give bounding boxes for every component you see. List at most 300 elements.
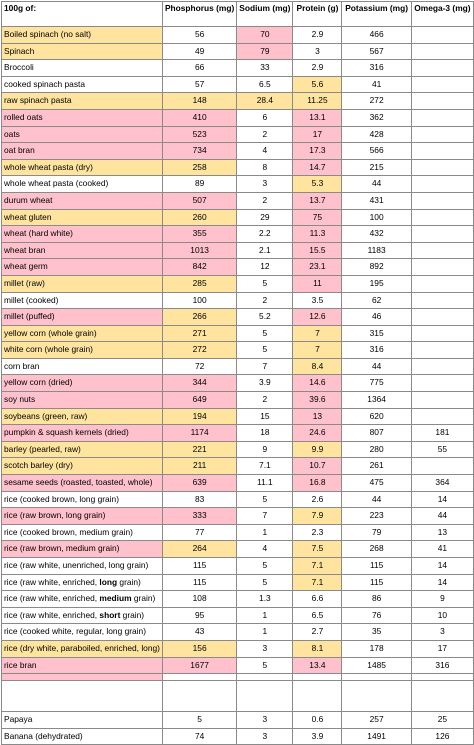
sodium-cell[interactable]: 4: [237, 143, 293, 160]
omega3-cell[interactable]: [411, 358, 473, 375]
sodium-cell[interactable]: 2.1: [237, 242, 293, 259]
food-name-cell[interactable]: rice (raw white, enriched, short grain): [2, 607, 163, 624]
sodium-cell[interactable]: 5: [237, 275, 293, 292]
sodium-cell[interactable]: 2: [237, 192, 293, 209]
food-name-cell[interactable]: yellow corn (dried): [2, 375, 163, 392]
protein-cell[interactable]: 3: [293, 43, 342, 60]
food-name-cell[interactable]: rice (cooked brown, medium grain): [2, 524, 163, 541]
phosphorus-cell[interactable]: 95: [162, 607, 236, 624]
protein-cell[interactable]: 2.7: [293, 624, 342, 641]
phosphorus-cell[interactable]: 148: [162, 93, 236, 110]
food-name-cell[interactable]: rice (cooked white, regular, long grain): [2, 624, 163, 641]
protein-cell[interactable]: 2.3: [293, 524, 342, 541]
table-row: [2, 624, 474, 641]
table-row: [2, 375, 474, 392]
protein-cell[interactable]: 7.5: [293, 541, 342, 558]
phosphorus-cell[interactable]: 100: [162, 292, 236, 309]
omega3-cell[interactable]: [411, 242, 473, 259]
protein-cell[interactable]: 8.1: [293, 640, 342, 657]
food-name-cell[interactable]: oat bran: [2, 143, 163, 160]
food-name-cell[interactable]: rice bran: [2, 657, 163, 674]
omega3-cell[interactable]: 10: [411, 607, 473, 624]
sodium-cell[interactable]: 9: [237, 441, 293, 458]
phosphorus-cell[interactable]: 355: [162, 226, 236, 243]
sodium-cell[interactable]: 3: [237, 728, 293, 745]
omega3-cell[interactable]: 364: [411, 475, 473, 492]
protein-cell[interactable]: 13.1: [293, 109, 342, 126]
sodium-cell[interactable]: 70: [237, 27, 293, 44]
header-food: 100g of:: [2, 2, 163, 27]
table-row: [2, 591, 474, 608]
phosphorus-cell[interactable]: 285: [162, 275, 236, 292]
food-name-cell[interactable]: rice (cooked brown, long grain): [2, 491, 163, 508]
table-row: [2, 508, 474, 525]
potassium-cell[interactable]: 362: [342, 109, 411, 126]
nutrition-spreadsheet: [1, 1, 474, 745]
table-row: [2, 558, 474, 575]
sodium-cell[interactable]: 6: [237, 109, 293, 126]
phosphorus-cell[interactable]: 74: [162, 728, 236, 745]
potassium-cell[interactable]: 566: [342, 143, 411, 160]
food-name-cell[interactable]: pumpkin & squash kernels (dried): [2, 425, 163, 442]
food-name-cell[interactable]: rice (raw white, enriched, long grain): [2, 574, 163, 591]
food-name-cell[interactable]: rolled oats: [2, 109, 163, 126]
blank-cell[interactable]: [293, 681, 342, 712]
sodium-cell[interactable]: 3: [237, 640, 293, 657]
potassium-cell[interactable]: 431: [342, 192, 411, 209]
potassium-cell[interactable]: 316: [342, 342, 411, 359]
phosphorus-cell[interactable]: 649: [162, 392, 236, 409]
potassium-cell[interactable]: 272: [342, 93, 411, 110]
omega3-cell[interactable]: [411, 27, 473, 44]
table-row: [2, 441, 474, 458]
omega3-cell[interactable]: [411, 159, 473, 176]
food-name-cell[interactable]: wheat (hard white): [2, 226, 163, 243]
protein-cell[interactable]: 7.9: [293, 508, 342, 525]
blank-cell[interactable]: [293, 674, 342, 681]
table-row: [2, 640, 474, 657]
food-name-cell[interactable]: Boiled spinach (no salt): [2, 27, 163, 44]
food-name-cell[interactable]: rice (raw brown, medium grain): [2, 541, 163, 558]
potassium-cell[interactable]: 280: [342, 441, 411, 458]
potassium-cell[interactable]: 432: [342, 226, 411, 243]
phosphorus-cell[interactable]: 842: [162, 259, 236, 276]
blank-row: [2, 681, 474, 712]
table-row: [2, 325, 474, 342]
table-row: [2, 126, 474, 143]
potassium-cell[interactable]: 428: [342, 126, 411, 143]
potassium-cell[interactable]: 115: [342, 558, 411, 575]
phosphorus-cell[interactable]: 410: [162, 109, 236, 126]
food-name-cell[interactable]: yellow corn (whole grain): [2, 325, 163, 342]
phosphorus-cell[interactable]: 156: [162, 640, 236, 657]
protein-cell[interactable]: 11.3: [293, 226, 342, 243]
sodium-cell[interactable]: 3: [237, 712, 293, 729]
omega3-cell[interactable]: [411, 93, 473, 110]
potassium-cell[interactable]: 466: [342, 27, 411, 44]
food-name-cell[interactable]: rice (dry white, paraboiled, enriched, long): [2, 640, 163, 657]
sodium-cell[interactable]: 7: [237, 508, 293, 525]
protein-cell[interactable]: 11: [293, 275, 342, 292]
omega3-cell[interactable]: 55: [411, 441, 473, 458]
table-row: [2, 475, 474, 492]
phosphorus-cell[interactable]: 5: [162, 712, 236, 729]
omega3-cell[interactable]: [411, 192, 473, 209]
table-row: [2, 159, 474, 176]
omega3-cell[interactable]: 3: [411, 624, 473, 641]
header-protein: Protein (g): [293, 2, 342, 27]
blank-cell[interactable]: [342, 681, 411, 712]
potassium-cell[interactable]: 1364: [342, 392, 411, 409]
sodium-cell[interactable]: 7.1: [237, 458, 293, 475]
protein-cell[interactable]: 2.9: [293, 60, 342, 77]
table-row: [2, 524, 474, 541]
phosphorus-cell[interactable]: 639: [162, 475, 236, 492]
food-name-cell[interactable]: barley (pearled, raw): [2, 441, 163, 458]
table-row: [2, 259, 474, 276]
sodium-cell[interactable]: 2: [237, 126, 293, 143]
food-name-cell[interactable]: soy nuts: [2, 392, 163, 409]
table-row: [2, 242, 474, 259]
omega3-cell[interactable]: 14: [411, 558, 473, 575]
table-row: [2, 60, 474, 77]
phosphorus-cell[interactable]: 72: [162, 358, 236, 375]
protein-cell[interactable]: 17.3: [293, 143, 342, 160]
sodium-cell[interactable]: 18: [237, 425, 293, 442]
potassium-cell[interactable]: 44: [342, 176, 411, 193]
phosphorus-cell[interactable]: 194: [162, 408, 236, 425]
food-name-cell[interactable]: wheat bran: [2, 242, 163, 259]
omega3-cell[interactable]: 25: [411, 712, 473, 729]
sodium-cell[interactable]: 12: [237, 259, 293, 276]
omega3-cell[interactable]: [411, 375, 473, 392]
omega3-cell[interactable]: 9: [411, 591, 473, 608]
omega3-cell[interactable]: [411, 408, 473, 425]
phosphorus-cell[interactable]: 56: [162, 27, 236, 44]
header-row: [2, 2, 474, 27]
blank-cell[interactable]: [411, 674, 473, 681]
omega3-cell[interactable]: [411, 259, 473, 276]
table-row: [2, 458, 474, 475]
protein-cell[interactable]: 3.5: [293, 292, 342, 309]
omega3-cell[interactable]: [411, 275, 473, 292]
potassium-cell[interactable]: 76: [342, 607, 411, 624]
table-row: [2, 712, 474, 729]
food-name-cell[interactable]: durum wheat: [2, 192, 163, 209]
sodium-cell[interactable]: 1.3: [237, 591, 293, 608]
blank-cell[interactable]: [342, 674, 411, 681]
omega3-cell[interactable]: [411, 325, 473, 342]
protein-cell[interactable]: 2.9: [293, 27, 342, 44]
protein-cell[interactable]: 13: [293, 408, 342, 425]
protein-cell[interactable]: 6.5: [293, 607, 342, 624]
food-name-cell[interactable]: millet (puffed): [2, 309, 163, 326]
protein-cell[interactable]: 10.7: [293, 458, 342, 475]
table-row: [2, 176, 474, 193]
omega3-cell[interactable]: [411, 458, 473, 475]
sodium-cell[interactable]: 6.5: [237, 76, 293, 93]
potassium-cell[interactable]: 195: [342, 275, 411, 292]
food-name-cell[interactable]: scotch barley (dry): [2, 458, 163, 475]
sodium-cell[interactable]: 3.9: [237, 375, 293, 392]
food-name-cell[interactable]: cooked spinach pasta: [2, 76, 163, 93]
omega3-cell[interactable]: [411, 143, 473, 160]
potassium-cell[interactable]: 44: [342, 358, 411, 375]
protein-cell[interactable]: 9.9: [293, 441, 342, 458]
nutrition-table: [1, 1, 474, 745]
table-row: [2, 76, 474, 93]
omega3-cell[interactable]: 41: [411, 541, 473, 558]
omega3-cell[interactable]: 14: [411, 491, 473, 508]
potassium-cell[interactable]: 892: [342, 259, 411, 276]
phosphorus-cell[interactable]: 523: [162, 126, 236, 143]
table-row: [2, 43, 474, 60]
sodium-cell[interactable]: 33: [237, 60, 293, 77]
sodium-cell[interactable]: 8: [237, 159, 293, 176]
table-row: [2, 728, 474, 745]
protein-cell[interactable]: 7: [293, 325, 342, 342]
table-row: [2, 275, 474, 292]
food-name-cell[interactable]: sesame seeds (roasted, toasted, whole): [2, 475, 163, 492]
food-name-cell[interactable]: oats: [2, 126, 163, 143]
protein-cell[interactable]: 5.3: [293, 176, 342, 193]
food-name-cell[interactable]: Spinach: [2, 43, 163, 60]
food-name-cell[interactable]: corn bran: [2, 358, 163, 375]
phosphorus-cell[interactable]: 1174: [162, 425, 236, 442]
sodium-cell[interactable]: 5: [237, 657, 293, 674]
potassium-cell[interactable]: 62: [342, 292, 411, 309]
phosphorus-cell[interactable]: 77: [162, 524, 236, 541]
potassium-cell[interactable]: 257: [342, 712, 411, 729]
phosphorus-cell[interactable]: 333: [162, 508, 236, 525]
sodium-cell[interactable]: 3: [237, 176, 293, 193]
protein-cell[interactable]: 0.6: [293, 712, 342, 729]
table-row: [2, 541, 474, 558]
phosphorus-cell[interactable]: 507: [162, 192, 236, 209]
protein-cell[interactable]: 2.6: [293, 491, 342, 508]
potassium-cell[interactable]: 268: [342, 541, 411, 558]
protein-cell[interactable]: 24.6: [293, 425, 342, 442]
protein-cell[interactable]: 17: [293, 126, 342, 143]
phosphorus-cell[interactable]: 57: [162, 76, 236, 93]
protein-cell[interactable]: 13.4: [293, 657, 342, 674]
potassium-cell[interactable]: 1183: [342, 242, 411, 259]
blank-cell[interactable]: [162, 674, 236, 681]
omega3-cell[interactable]: 44: [411, 508, 473, 525]
potassium-cell[interactable]: 86: [342, 591, 411, 608]
food-name-cell[interactable]: rice (raw white, enriched, medium grain): [2, 591, 163, 608]
omega3-cell[interactable]: 13: [411, 524, 473, 541]
potassium-cell[interactable]: 178: [342, 640, 411, 657]
sodium-cell[interactable]: 15: [237, 408, 293, 425]
potassium-cell[interactable]: 100: [342, 209, 411, 226]
food-name-cell[interactable]: wheat germ: [2, 259, 163, 276]
omega3-cell[interactable]: [411, 176, 473, 193]
potassium-cell[interactable]: 807: [342, 425, 411, 442]
omega3-cell[interactable]: 14: [411, 574, 473, 591]
potassium-cell[interactable]: 1491: [342, 728, 411, 745]
sodium-cell[interactable]: 1: [237, 524, 293, 541]
phosphorus-cell[interactable]: 258: [162, 159, 236, 176]
food-name-cell[interactable]: Broccoli: [2, 60, 163, 77]
protein-cell[interactable]: 75: [293, 209, 342, 226]
sodium-cell[interactable]: 5: [237, 574, 293, 591]
omega3-cell[interactable]: [411, 43, 473, 60]
phosphorus-cell[interactable]: 115: [162, 558, 236, 575]
header-omega3: Omega-3 (mg): [411, 2, 473, 27]
sodium-cell[interactable]: 29: [237, 209, 293, 226]
blank-cell[interactable]: [162, 681, 236, 712]
protein-cell[interactable]: 15.5: [293, 242, 342, 259]
phosphorus-cell[interactable]: 266: [162, 309, 236, 326]
potassium-cell[interactable]: 567: [342, 43, 411, 60]
food-name-cell[interactable]: millet (cooked): [2, 292, 163, 309]
omega3-cell[interactable]: 316: [411, 657, 473, 674]
potassium-cell[interactable]: 315: [342, 325, 411, 342]
potassium-cell[interactable]: 215: [342, 159, 411, 176]
blank-cell[interactable]: [237, 681, 293, 712]
phosphorus-cell[interactable]: 49: [162, 43, 236, 60]
omega3-cell[interactable]: [411, 342, 473, 359]
phosphorus-cell[interactable]: 734: [162, 143, 236, 160]
food-name-cell[interactable]: rice (raw white, unenriched, long grain): [2, 558, 163, 575]
potassium-cell[interactable]: 115: [342, 574, 411, 591]
sodium-cell[interactable]: 5.2: [237, 309, 293, 326]
omega3-cell[interactable]: 181: [411, 425, 473, 442]
omega3-cell[interactable]: [411, 309, 473, 326]
table-row: [2, 491, 474, 508]
protein-cell[interactable]: 7.1: [293, 574, 342, 591]
protein-cell[interactable]: 7: [293, 342, 342, 359]
phosphorus-cell[interactable]: 66: [162, 60, 236, 77]
phosphorus-cell[interactable]: 1677: [162, 657, 236, 674]
phosphorus-cell[interactable]: 89: [162, 176, 236, 193]
food-name-cell[interactable]: whole wheat pasta (cooked): [2, 176, 163, 193]
sodium-cell[interactable]: 79: [237, 43, 293, 60]
table-row: [2, 657, 474, 674]
sodium-cell[interactable]: 2: [237, 392, 293, 409]
table-row: [2, 425, 474, 442]
phosphorus-cell[interactable]: 271: [162, 325, 236, 342]
food-name-cell[interactable]: whole wheat pasta (dry): [2, 159, 163, 176]
sodium-cell[interactable]: 7: [237, 358, 293, 375]
phosphorus-cell[interactable]: 1013: [162, 242, 236, 259]
potassium-cell[interactable]: 475: [342, 475, 411, 492]
phosphorus-cell[interactable]: 108: [162, 591, 236, 608]
omega3-cell[interactable]: [411, 126, 473, 143]
omega3-cell[interactable]: 126: [411, 728, 473, 745]
food-name-cell[interactable]: white corn (whole grain): [2, 342, 163, 359]
sodium-cell[interactable]: 2: [237, 292, 293, 309]
potassium-cell[interactable]: 46: [342, 309, 411, 326]
omega3-cell[interactable]: [411, 60, 473, 77]
phosphorus-cell[interactable]: 211: [162, 458, 236, 475]
food-name-cell[interactable]: rice (raw brown, long grain): [2, 508, 163, 525]
omega3-cell[interactable]: [411, 392, 473, 409]
potassium-cell[interactable]: 41: [342, 76, 411, 93]
header-sodium: Sodium (mg): [237, 2, 293, 27]
phosphorus-cell[interactable]: 260: [162, 209, 236, 226]
phosphorus-cell[interactable]: 344: [162, 375, 236, 392]
food-name-cell[interactable]: Papaya: [2, 712, 163, 729]
sodium-cell[interactable]: 1: [237, 624, 293, 641]
protein-cell[interactable]: 39.6: [293, 392, 342, 409]
potassium-cell[interactable]: 223: [342, 508, 411, 525]
protein-cell[interactable]: 14.6: [293, 375, 342, 392]
protein-cell[interactable]: 13.7: [293, 192, 342, 209]
food-name-cell[interactable]: raw spinach pasta: [2, 93, 163, 110]
table-row: [2, 27, 474, 44]
sodium-cell[interactable]: 5: [237, 558, 293, 575]
food-name-cell[interactable]: millet (raw): [2, 275, 163, 292]
table-row: [2, 93, 474, 110]
omega3-cell[interactable]: [411, 226, 473, 243]
sodium-cell[interactable]: 2.2: [237, 226, 293, 243]
sodium-cell[interactable]: 28.4: [237, 93, 293, 110]
sodium-cell[interactable]: 5: [237, 491, 293, 508]
header-potassium: Potassium (mg): [342, 2, 411, 27]
sodium-cell[interactable]: 11.1: [237, 475, 293, 492]
protein-cell[interactable]: 8.4: [293, 358, 342, 375]
phosphorus-cell[interactable]: 43: [162, 624, 236, 641]
protein-cell[interactable]: 11.25: [293, 93, 342, 110]
omega3-cell[interactable]: [411, 209, 473, 226]
omega3-cell[interactable]: [411, 109, 473, 126]
protein-cell[interactable]: 5.6: [293, 76, 342, 93]
phosphorus-cell[interactable]: 272: [162, 342, 236, 359]
protein-cell[interactable]: 12.6: [293, 309, 342, 326]
phosphorus-cell[interactable]: 115: [162, 574, 236, 591]
phosphorus-cell[interactable]: 221: [162, 441, 236, 458]
food-name-cell[interactable]: wheat gluten: [2, 209, 163, 226]
phosphorus-cell[interactable]: 83: [162, 491, 236, 508]
omega3-cell[interactable]: [411, 76, 473, 93]
protein-cell[interactable]: 14.7: [293, 159, 342, 176]
blank-cell[interactable]: [237, 674, 293, 681]
protein-cell[interactable]: 3.9: [293, 728, 342, 745]
potassium-cell[interactable]: 1485: [342, 657, 411, 674]
phosphorus-cell[interactable]: 264: [162, 541, 236, 558]
protein-cell[interactable]: 6.6: [293, 591, 342, 608]
omega3-cell[interactable]: 17: [411, 640, 473, 657]
sodium-cell[interactable]: 5: [237, 342, 293, 359]
protein-cell[interactable]: 23.1: [293, 259, 342, 276]
protein-cell[interactable]: 16.8: [293, 475, 342, 492]
potassium-cell[interactable]: 775: [342, 375, 411, 392]
potassium-cell[interactable]: 620: [342, 408, 411, 425]
table-row: [2, 192, 474, 209]
food-name-cell[interactable]: soybeans (green, raw): [2, 408, 163, 425]
potassium-cell[interactable]: 261: [342, 458, 411, 475]
sodium-cell[interactable]: 4: [237, 541, 293, 558]
blank-cell[interactable]: [2, 674, 163, 681]
potassium-cell[interactable]: 35: [342, 624, 411, 641]
table-row: [2, 109, 474, 126]
sodium-cell[interactable]: 1: [237, 607, 293, 624]
blank-cell[interactable]: [2, 681, 163, 712]
omega3-cell[interactable]: [411, 292, 473, 309]
sodium-cell[interactable]: 5: [237, 325, 293, 342]
potassium-cell[interactable]: 44: [342, 491, 411, 508]
food-name-cell[interactable]: Banana (dehydrated): [2, 728, 163, 745]
table-row: [2, 342, 474, 359]
blank-cell[interactable]: [411, 681, 473, 712]
potassium-cell[interactable]: 79: [342, 524, 411, 541]
table-row: [2, 143, 474, 160]
protein-cell[interactable]: 7.1: [293, 558, 342, 575]
header-phosphorus: Phosphorus (mg): [162, 2, 236, 27]
potassium-cell[interactable]: 316: [342, 60, 411, 77]
